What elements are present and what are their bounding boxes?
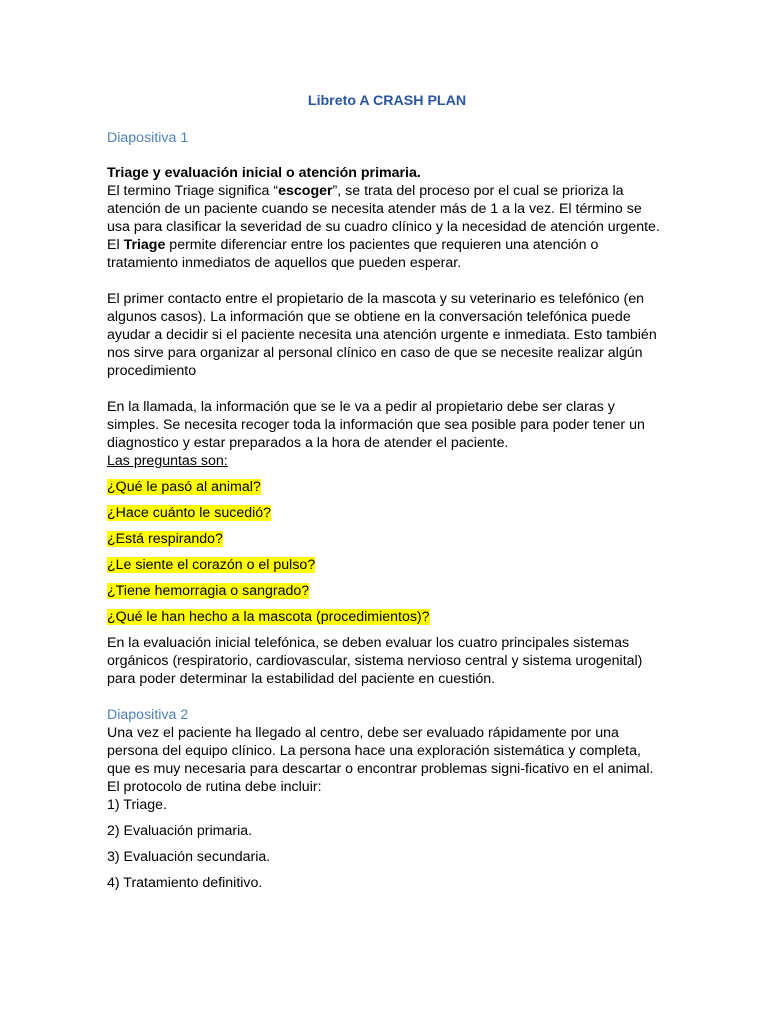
paragraph-first-contact: El primer contacto entre el propietario de la mascota y su veterinario es telefónico (en algunos casos). La información que se obtiene en la conversación telefónica puede ayudar a decidir si el paciente necesita una atención urgente e inmediata. Esto también nos sirve para organizar al personal clínico en caso de que se necesite realizar algún procedimiento [107, 291, 657, 379]
document-title: Libreto A CRASH PLAN [307, 93, 467, 109]
spacer [107, 272, 667, 290]
bold-term-triage: Triage [123, 237, 166, 253]
paragraph-triage-purpose [107, 236, 667, 272]
paragraph-systems-evaluation: En la evaluación inicial telefónica, se deben evaluar los cuatro principales sistemas orgánicos (respiratorio, cardiovascular, sistema nervioso central y sistema urogenital) para poder determinar la estabilidad del paciente en cuestión. [107, 635, 643, 687]
highlighted-question: ¿Le siente el corazón o el pulso? [107, 557, 316, 573]
text-fragment: ”, se trata del proceso por el cual se prioriza la atención de un paciente cuando se necesita atender más de 1 a la vez. El término se usa para clasificar la severidad de su cuadro clínico y la necesidad de atención urgente. [107, 183, 660, 235]
questions-label: Las preguntas son: [107, 453, 228, 469]
text-fragment: El termino Triage significa “ [107, 183, 279, 199]
document-body [107, 92, 667, 900]
question-item [107, 582, 667, 600]
highlighted-question: ¿Está respirando? [107, 531, 223, 547]
paragraph-triage-definition [107, 182, 667, 236]
protocol-step: 1) Triage. [107, 797, 167, 813]
question-item [107, 504, 667, 522]
highlighted-question: ¿Hace cuánto le sucedió? [107, 505, 272, 521]
slide-2-heading: Diapositiva 2 [107, 707, 189, 723]
question-item [107, 478, 667, 496]
section-title: Triage y evaluación inicial o atención primaria. [107, 165, 421, 181]
paragraph-call-info: En la llamada, la información que se le va a pedir al propietario debe ser claras y simples. Se necesita recoger toda la información que sea posible para poder tener un diagnostico y estar preparados a la hora de atender el paciente. [107, 399, 645, 451]
question-item [107, 556, 667, 574]
text-fragment: El [107, 237, 124, 253]
question-item [107, 608, 667, 626]
highlighted-question: ¿Tiene hemorragia o sangrado? [107, 583, 310, 599]
protocol-step: 3) Evaluación secundaria. [107, 849, 271, 865]
highlighted-question: ¿Qué le pasó al animal? [107, 479, 261, 495]
text-fragment: permite diferenciar entre los pacientes que requieren una atención o tratamiento inmediatos de aquellos que pueden esperar. [107, 237, 599, 271]
highlighted-question: ¿Qué le han hecho a la mascota (procedimientos)? [107, 609, 430, 625]
spacer [107, 380, 667, 398]
bold-term-escoger: escoger [278, 183, 333, 199]
slide-1-heading: Diapositiva 1 [107, 130, 189, 146]
protocol-step: 2) Evaluación primaria. [107, 823, 253, 839]
question-item [107, 530, 667, 548]
paragraph-arrival: Una vez el paciente ha llegado al centro, debe ser evaluado rápidamente por una persona del equipo clínico. La persona hace una exploración sistemática y completa, que es muy necesaria para descartar o encontrar problemas signi-ficativo en el animal. El protocolo de rutina debe incluir: [107, 725, 654, 795]
protocol-step: 4) Tratamiento definitivo. [107, 875, 263, 891]
